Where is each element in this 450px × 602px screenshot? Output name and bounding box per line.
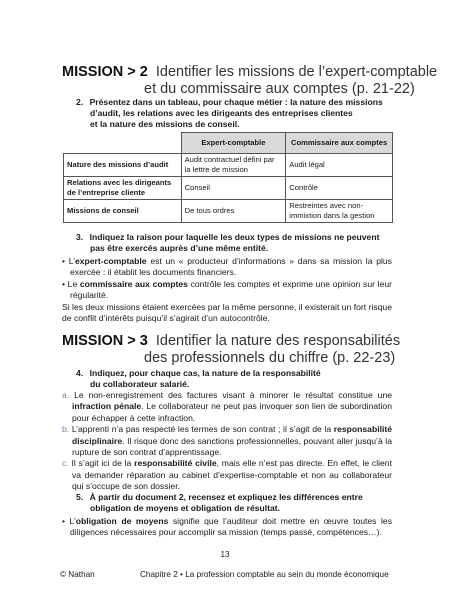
question-2-line1: Présentez dans un tableau, pour chaque métier : la nature des missions <box>89 97 383 107</box>
question-3-line2: pas être exercés auprès d’une même entité. <box>90 243 269 253</box>
mission-3-heading <box>62 333 442 367</box>
answer-4-item-a <box>62 390 392 424</box>
answer-3-b1-pre: L’ <box>68 256 75 266</box>
answer-4-b-pre: L’apprenti n’a pas respecté les termes de son contrat ; il s’agit de la <box>71 424 334 435</box>
answer-3-b1-rest: est un « producteur d’informations » dans sa mission la plus exercée : il établit les documents financiers. <box>70 256 392 278</box>
answer-4-b-bold: responsabilité disciplinaire <box>72 424 392 446</box>
mission-3-title-line2: des professionnels du chiffre (p. 22-23) <box>144 350 396 366</box>
table-header-expert: Expert-comptable <box>181 133 286 154</box>
question-5-line1: À partir du document 2, recensez et expliquez les différences entre <box>89 492 363 502</box>
answer-4-letter-a: a. <box>62 390 70 400</box>
footer-publisher: © Nathan <box>60 570 95 579</box>
mission-2-label: MISSION > 2 <box>62 64 148 80</box>
table-cell: Missions de conseil <box>64 200 182 223</box>
mission-2-title-line1: Identifier les missions de l’expert-comptable <box>155 64 438 80</box>
table-cell: Contrôle <box>286 177 393 200</box>
answer-3-b2-pre: Le <box>67 278 80 289</box>
answer-3-bullet-2: • Le commissaire aux comptes contrôle les comptes et exprime une opinion sur leur régularité. <box>62 278 392 301</box>
answer-5-b1-pre: L’ <box>69 516 76 526</box>
answer-4-item-b <box>62 424 392 458</box>
answer-4-item-c <box>62 458 392 492</box>
answer-4-a-bold: infraction pénale <box>72 401 142 412</box>
question-4 <box>76 368 416 390</box>
question-3-line1: Indiquez la raison pour laquelle les deux types de missions ne peuvent <box>89 232 380 242</box>
question-2-line2: d’audit, les relations avec les dirigeants des entreprises clientes <box>90 108 353 118</box>
table-cell: Conseil <box>181 177 286 200</box>
mission-3-title-line1: Identifier la nature des responsabilités <box>155 333 401 349</box>
table-cell: Relations avec les dirigeants de l’entreprise cliente <box>64 177 182 200</box>
answer-4-b-rest: . Il risque donc des sanctions professionnelles, pouvant aller jusqu’à la rupture de son contrat d’apprentissage. <box>72 435 392 458</box>
answer-3 <box>62 256 392 324</box>
mission-3-label: MISSION > 3 <box>62 333 148 349</box>
question-4-line2: du collaborateur salarié. <box>90 379 190 389</box>
answer-5 <box>62 516 392 539</box>
answer-4-c-rest: , mais elle n’est pas directe. En effet, le client va demander réparation au cabinet d’expertise-comptable et non au collaborateur qui s’occupe de son dossier. <box>72 458 392 492</box>
answer-4 <box>62 390 392 493</box>
table-cell: Nature des missions d’audit <box>64 154 182 177</box>
table-row <box>64 200 393 223</box>
answer-4-letter-c: c. <box>62 458 69 469</box>
question-2 <box>76 97 416 130</box>
footer-chapter: Chapitre 2 • La profession comptable au sein du monde économique <box>140 570 389 579</box>
answer-3-b2-rest: contrôle les comptes et exprime une opinion sur leur régularité. <box>70 278 392 301</box>
question-5-number: 5. <box>76 492 84 502</box>
answer-3-b2-bold: commissaire aux comptes <box>79 278 188 289</box>
answer-5-b1-rest: signifie que l’auditeur doit mettre en œuvre toutes les diligences nécessaires pour accomplir sa mission (temps passé, compétences…). <box>70 516 392 538</box>
answer-4-c-pre: Il s’agit ici de la <box>71 458 135 469</box>
question-3-number: 3. <box>76 232 84 242</box>
answer-4-c-bold: responsabilité civile <box>134 458 217 469</box>
question-5-line2: obligation de moyens et obligation de résultat. <box>90 503 281 513</box>
table-header-empty <box>64 133 182 154</box>
table-cell: Audit légal <box>286 154 393 177</box>
answer-5-bullet-1: • L’obligation de moyens signifie que l’auditeur doit mettre en œuvre toutes les diligences nécessaires pour accomplir sa mission (temps passé, compétences…). <box>62 516 392 538</box>
answer-3-conclusion: Si les deux missions étaient exercées par la même personne, il existerait un fort risque de conflit d’intérêts puisqu’il s’agirait d’un autocontrôle. <box>62 301 392 324</box>
question-2-number: 2. <box>76 97 84 107</box>
question-3 <box>76 232 416 254</box>
question-5 <box>76 492 416 514</box>
page-number: 13 <box>220 550 230 559</box>
table-cell: De tous ordres <box>181 200 286 223</box>
table-cell: Restreintes avec non-immixtion dans la gestion <box>286 200 393 223</box>
table-cell: Audit contractuel défini par la lettre de mission <box>181 154 286 177</box>
answer-3-bullet-1: • L’expert-comptable est un « producteur d’informations » dans sa mission la plus exercée : il établit les documents financiers. <box>62 256 392 278</box>
answer-4-a-pre: Le non-enregistrement des factures visant à minorer le résultat constitue une <box>74 390 393 400</box>
table-row <box>64 154 393 177</box>
mission-2-title-line2: et du commissaire aux comptes (p. 21-22) <box>144 81 415 97</box>
table-header-row <box>64 133 393 154</box>
answer-3-b1-bold: expert-comptable <box>74 256 147 266</box>
answer-4-a-rest: . Le collaborateur ne peut pas invoquer son lien de subordination pour échapper à cette infraction. <box>72 401 392 423</box>
answer-4-letter-b: b. <box>62 424 70 435</box>
mission-2-heading <box>62 64 442 98</box>
question-4-line1: Indiquez, pour chaque cas, la nature de la responsabilité <box>89 368 321 378</box>
question-2-line3: et la nature des missions de conseil. <box>90 119 240 129</box>
table-header-commissaire: Commissaire aux comptes <box>286 133 393 154</box>
table-row <box>64 177 393 200</box>
missions-comparison-table <box>63 132 393 223</box>
question-4-number: 4. <box>76 368 84 378</box>
answer-5-b1-bold: obligation de moyens <box>75 516 169 526</box>
